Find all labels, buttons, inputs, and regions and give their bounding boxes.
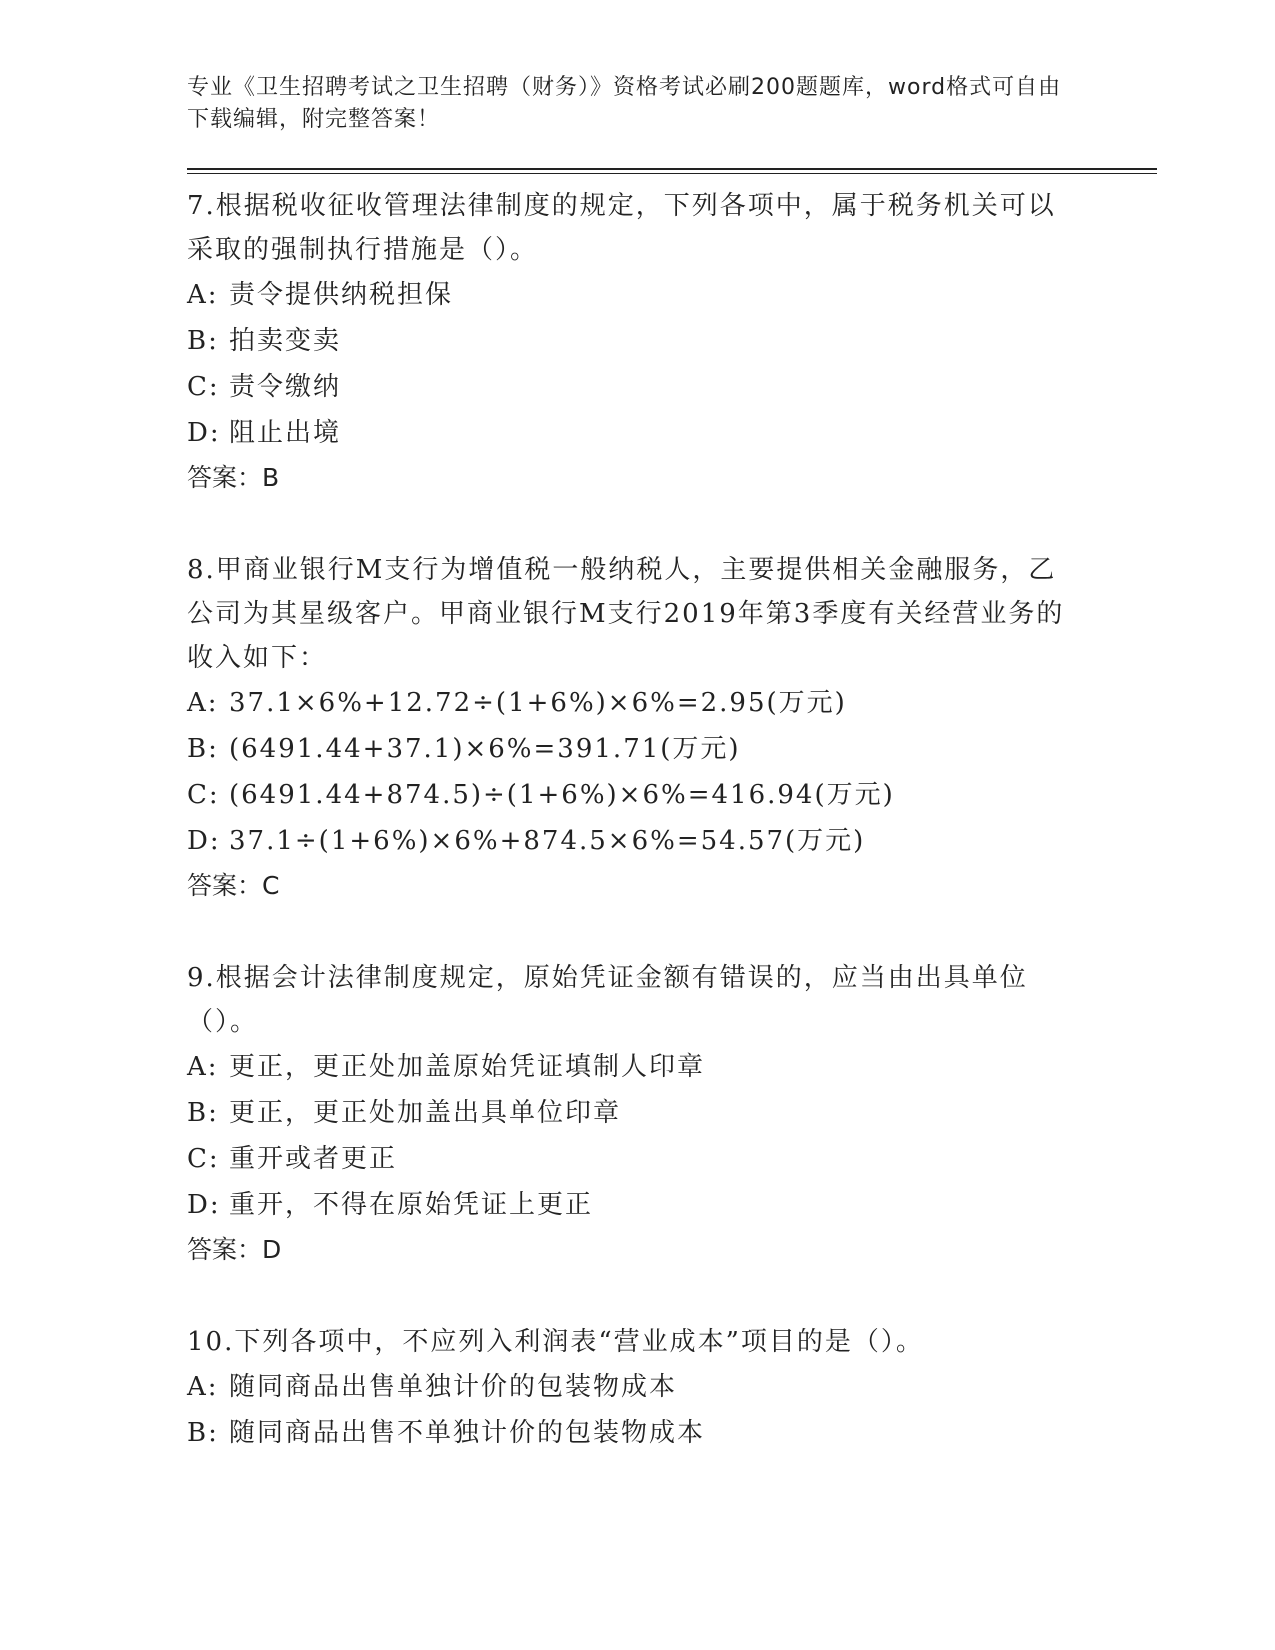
option-b	[187, 1410, 1157, 1456]
option-key: A:	[187, 1372, 219, 1402]
question-9	[187, 956, 1157, 1272]
option-d	[187, 1182, 1157, 1228]
option-list	[187, 680, 1157, 864]
option-text: (6491.44+874.5)÷(1+6%)×6%=416.94(万元)	[229, 780, 895, 810]
document-page	[187, 72, 1157, 1504]
option-key: D:	[187, 826, 221, 856]
option-b	[187, 318, 1157, 364]
header-divider	[187, 168, 1157, 174]
option-text: 责令缴纳	[229, 372, 342, 402]
option-text: 拍卖变卖	[229, 326, 342, 356]
question-stem: 8.甲商业银行M支行为增值税一般纳税人，主要提供相关金融服务，乙公司为其星级客户。甲商业银行M支行2019年第3季度有关经营业务的收入如下：	[187, 555, 1065, 673]
question-stem: 7.根据税收征收管理法律制度的规定，下列各项中，属于税务机关可以采取的强制执行措施是（）。	[187, 191, 1056, 265]
answer-line: 答案：C	[187, 871, 280, 900]
option-c	[187, 772, 1157, 818]
option-b	[187, 1090, 1157, 1136]
option-text: (6491.44+37.1)×6%=391.71(万元)	[229, 734, 741, 764]
option-d	[187, 818, 1157, 864]
option-text: 重开，不得在原始凭证上更正	[229, 1190, 594, 1220]
option-a	[187, 272, 1157, 318]
document-header: 专业《卫生招聘考试之卫生招聘（财务）》资格考试必刷200题题库，word格式可自由下载编辑，附完整答案！	[187, 75, 1062, 132]
option-c	[187, 364, 1157, 410]
option-text: 随同商品出售单独计价的包装物成本	[229, 1372, 678, 1402]
question-8	[187, 548, 1157, 908]
question-list	[187, 184, 1157, 1456]
option-key: D:	[187, 418, 221, 448]
option-text: 重开或者更正	[229, 1144, 398, 1174]
option-key: C:	[187, 372, 220, 402]
option-text: 责令提供纳税担保	[229, 280, 454, 310]
answer-line: 答案：D	[187, 1235, 282, 1264]
question-7	[187, 184, 1157, 500]
option-key: B:	[187, 326, 219, 356]
option-key: C:	[187, 1144, 220, 1174]
option-key: A:	[187, 280, 219, 310]
option-list	[187, 1044, 1157, 1228]
question-10	[187, 1320, 1157, 1456]
option-key: B:	[187, 1098, 219, 1128]
option-key: A:	[187, 1052, 219, 1082]
option-a	[187, 680, 1157, 726]
option-key: A:	[187, 688, 219, 718]
option-text: 随同商品出售不单独计价的包装物成本	[229, 1418, 706, 1448]
question-stem: 9.根据会计法律制度规定，原始凭证金额有错误的，应当由出具单位（）。	[187, 963, 1028, 1037]
option-text: 37.1÷(1+6%)×6%+874.5×6%=54.57(万元)	[229, 826, 866, 856]
option-c	[187, 1136, 1157, 1182]
option-a	[187, 1364, 1157, 1410]
option-a	[187, 1044, 1157, 1090]
option-list	[187, 272, 1157, 456]
option-key: C:	[187, 780, 220, 810]
option-text: 阻止出境	[229, 418, 342, 448]
option-text: 更正，更正处加盖原始凭证填制人印章	[229, 1052, 706, 1082]
option-b	[187, 726, 1157, 772]
answer-line: 答案：B	[187, 463, 280, 492]
option-key: B:	[187, 1418, 219, 1448]
option-text: 更正，更正处加盖出具单位印章	[229, 1098, 622, 1128]
option-key: D:	[187, 1190, 221, 1220]
question-stem: 10.下列各项中，不应列入利润表“营业成本”项目的是（）。	[187, 1327, 924, 1357]
option-key: B:	[187, 734, 219, 764]
option-text: 37.1×6%+12.72÷(1+6%)×6%=2.95(万元)	[229, 688, 847, 718]
option-list	[187, 1364, 1157, 1456]
option-d	[187, 410, 1157, 456]
